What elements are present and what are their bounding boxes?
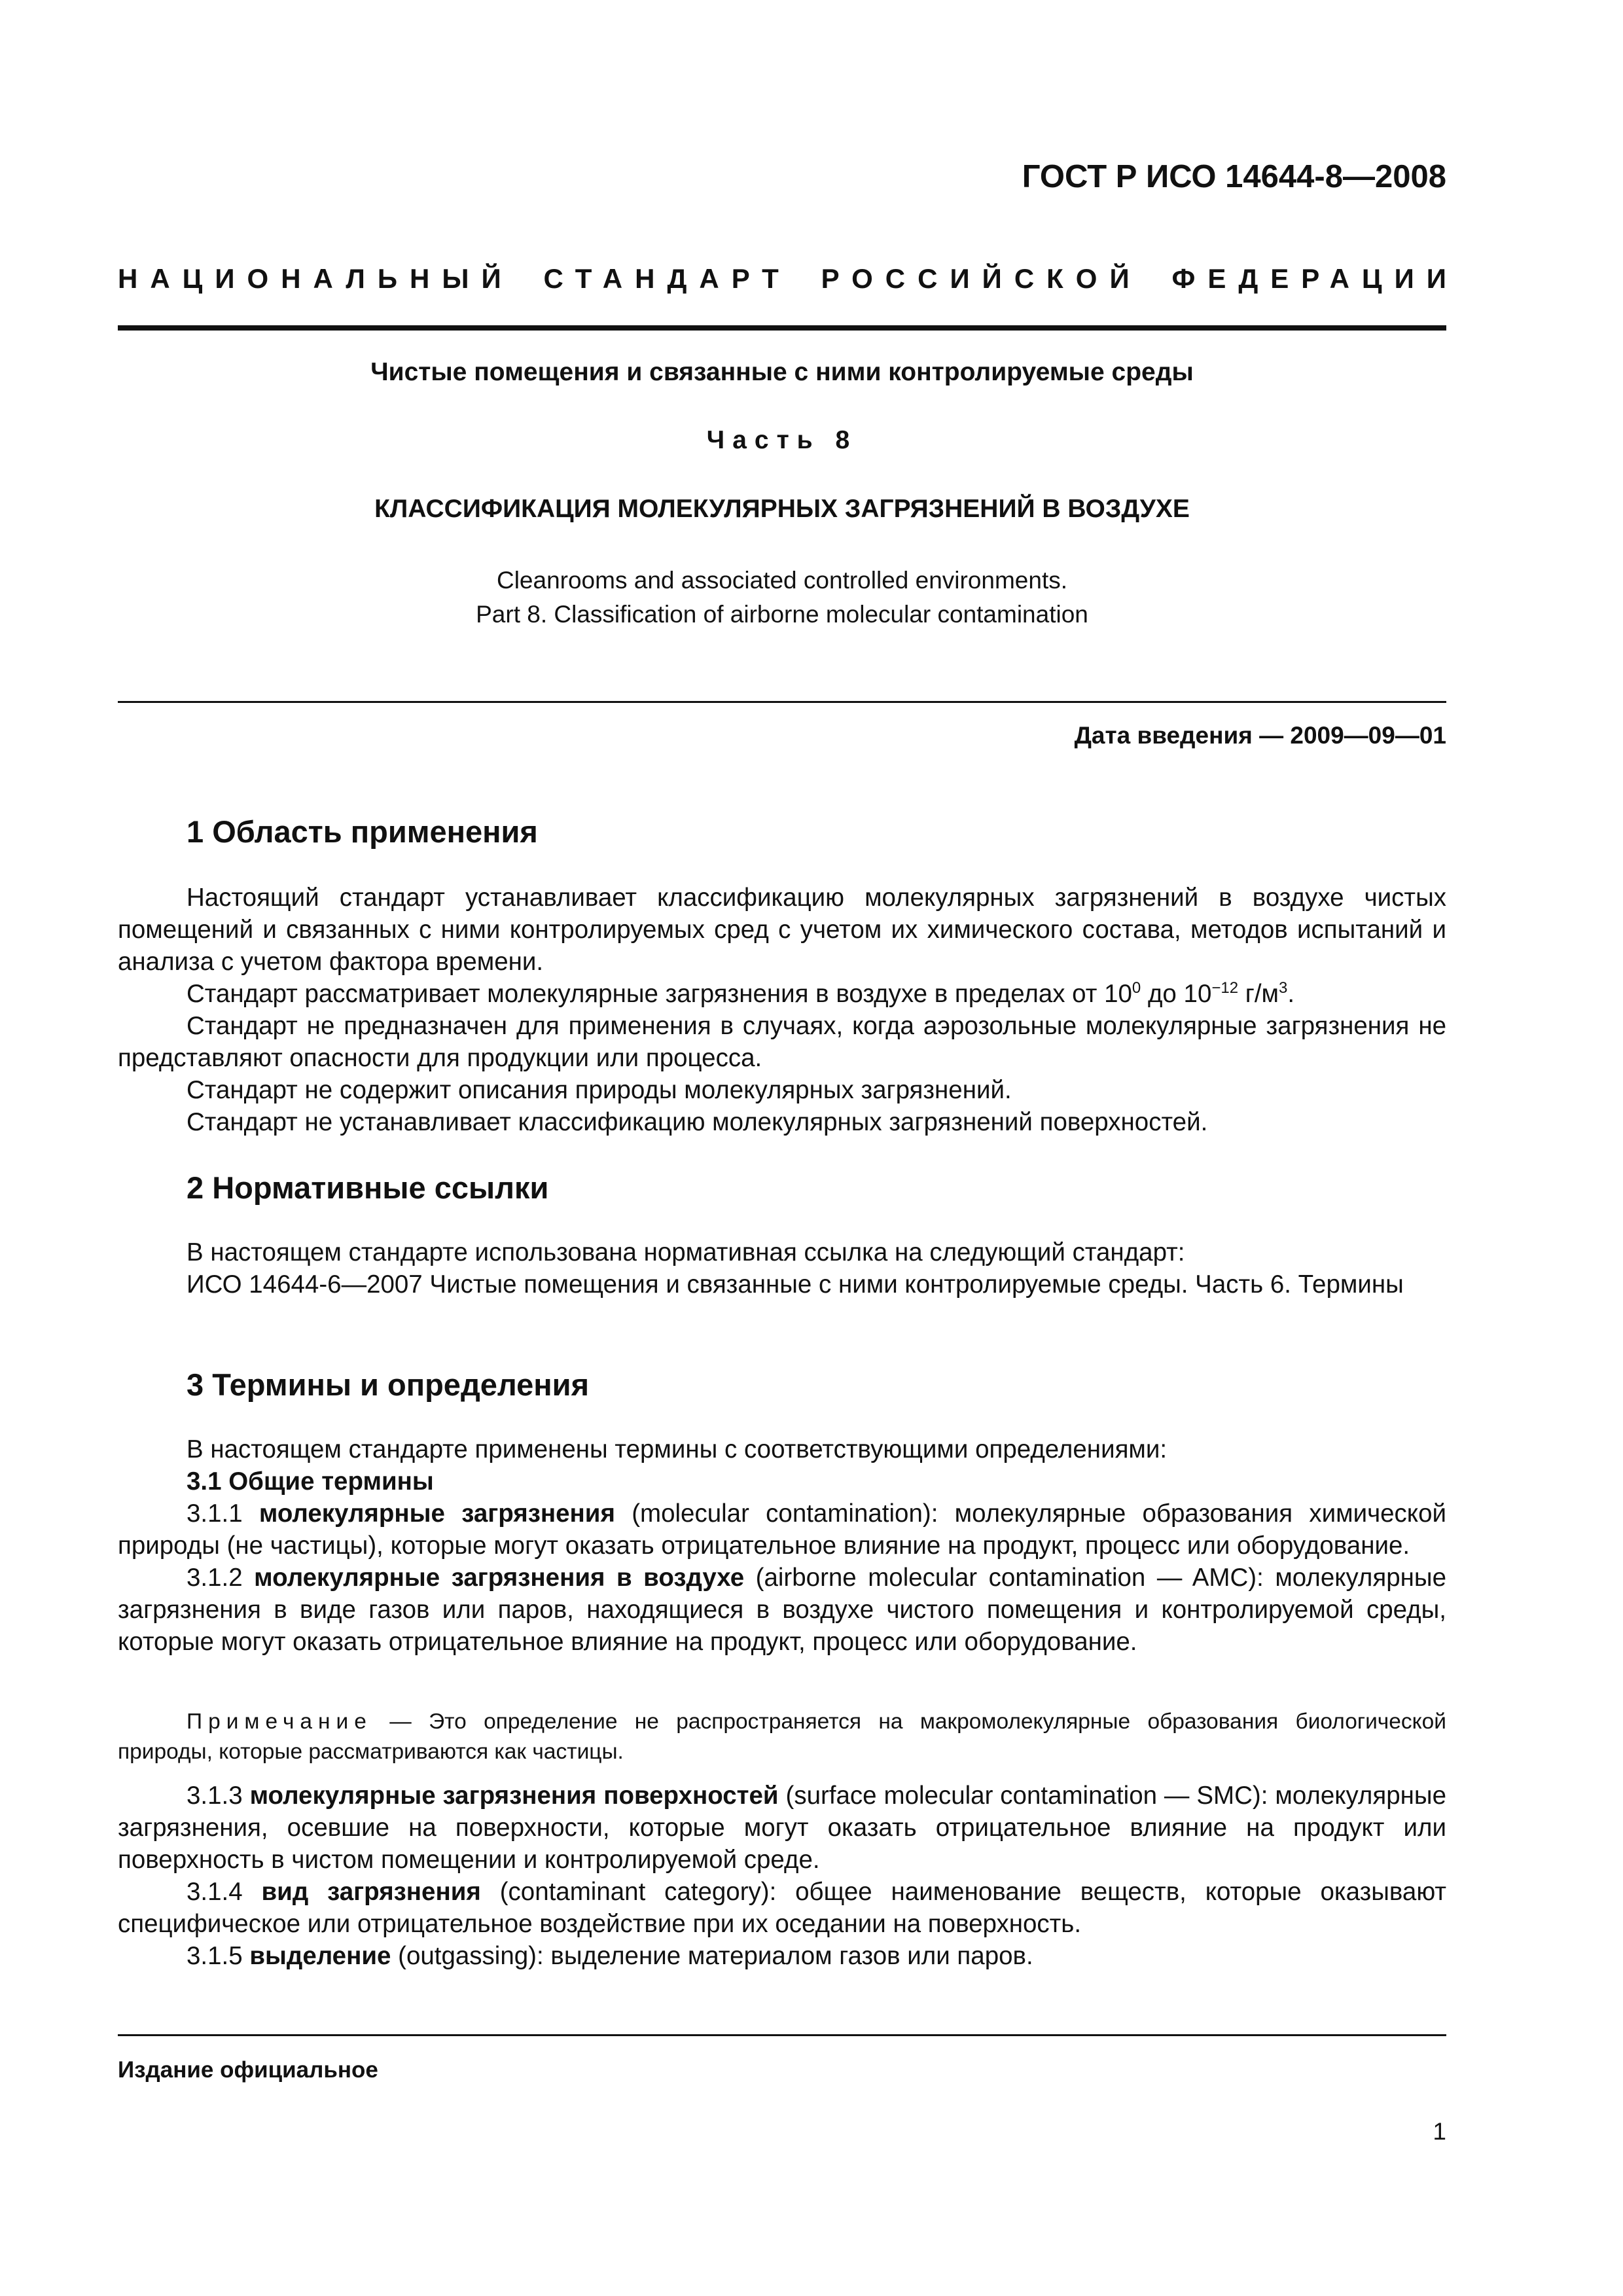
main-title: КЛАССИФИКАЦИЯ МОЛЕКУЛЯРНЫХ ЗАГРЯЗНЕНИЙ В ВОЗДУХЕ — [374, 495, 1190, 523]
section-1-heading: 1 Область применения — [187, 814, 538, 849]
english-title-line: Cleanrooms and associated controlled environments. — [496, 567, 1068, 594]
paragraph: Стандарт не содержит описания природы молекулярных загрязнений. — [187, 1076, 1012, 1104]
definition: (outgassing): выделение материалом газов или паров. — [391, 1942, 1033, 1970]
note-paragraph — [118, 1707, 1446, 1767]
paragraph — [118, 978, 1446, 1010]
paragraph: ИСО 14644-6—2007 Чистые помещения и связанные с ними контролируемые среды. Часть 6. Термины — [187, 1270, 1404, 1299]
definition: (contaminant category): общее наименование веществ, которые оказывают специфическое или отрицательное воздействие при их оседании на поверхность. — [118, 1878, 1446, 1938]
term-number: 3.1.2 — [187, 1564, 255, 1592]
definition: (airborne molecular contamination — AMC): молекулярные загрязнения в виде газов или паров, находящиеся в воздухе чистого помещения и контролируемой среды, которые могут оказать отрицательное влияние на продукт, процесс или оборудование. — [118, 1564, 1446, 1656]
superscript: 0 — [1132, 979, 1141, 997]
header-rule — [118, 325, 1446, 331]
section-3-body — [118, 1433, 1446, 1658]
title-rule — [118, 701, 1446, 703]
definition: (molecular contamination): молекулярные образования химической природы (не частицы), которые могут оказать отрицательное влияние на продукт, процесс или оборудование. — [118, 1499, 1446, 1560]
paragraph: Настоящий стандарт устанавливает классификацию молекулярных загрязнений в воздухе чистых помещений и связанных с ними контролируемых сред с учетом их химического состава, методов испытаний и анализа с учетом фактора времени. — [118, 884, 1446, 976]
paragraph: В настоящем стандарте применены термины с соответствующими определениями: — [187, 1435, 1168, 1463]
text: до 10 — [1141, 980, 1212, 1008]
section-2-heading: 2 Нормативные ссылки — [187, 1170, 549, 1205]
section-1-body — [118, 882, 1446, 1138]
section-3-heading: 3 Термины и определения — [187, 1367, 589, 1402]
term: молекулярные загрязнения в воздухе — [254, 1564, 745, 1592]
series-title: Чистые помещения и связанные с ними контролируемые среды — [370, 358, 1194, 386]
national-standard-banner — [118, 263, 1459, 295]
paragraph: В настоящем стандарте использована нормативная ссылка на следующий стандарт: — [187, 1238, 1185, 1266]
subsection-title: 3.1 Общие термины — [187, 1467, 434, 1496]
section-3-body-continued — [118, 1780, 1446, 1972]
text: г/м — [1238, 980, 1279, 1008]
term-definition — [118, 1498, 1446, 1562]
paragraph: Стандарт не устанавливает классификацию молекулярных загрязнений поверхностей. — [187, 1108, 1208, 1136]
introduction-date: Дата введения — 2009—09—01 — [1074, 722, 1446, 749]
english-title — [118, 564, 1446, 632]
edition-label: Издание официальное — [118, 2057, 378, 2083]
term-definition — [118, 1940, 1446, 1972]
note — [118, 1707, 1446, 1767]
english-title-line: Part 8. Classification of airborne molecular contamination — [476, 601, 1088, 628]
paragraph: Стандарт не предназначен для применения в случаях, когда аэрозольные молекулярные загрязнения не представляют опасности для продукции или процесса. — [118, 1012, 1446, 1072]
term-number: 3.1.3 — [187, 1782, 250, 1810]
term: молекулярные загрязнения поверхностей — [249, 1782, 779, 1810]
note-text: — Это определение не распространяется на макромолекулярные образования биологической природы, которые рассматриваются как частицы. — [118, 1710, 1446, 1764]
term: вид загрязнения — [261, 1878, 481, 1906]
definition: (surface molecular contamination — SMC): молекулярные загрязнения, осевшие на поверхности, которые могут оказать отрицательное влияние на продукт или поверхность в чистом помещении и контролируемой среде. — [118, 1782, 1447, 1874]
term-number: 3.1.4 — [187, 1878, 262, 1906]
page-number: 1 — [1433, 2118, 1446, 2145]
footer-rule — [118, 2034, 1446, 2036]
term-definition — [118, 1780, 1446, 1876]
term: выделение — [249, 1942, 391, 1970]
term: молекулярные загрязнения — [259, 1499, 615, 1528]
superscript: 3 — [1278, 979, 1288, 997]
banner-word: НАЦИОНАЛЬНЫЙ — [118, 263, 514, 294]
term-number: 3.1.5 — [187, 1942, 250, 1970]
banner-word: СТАНДАРТ — [543, 263, 791, 294]
term-number: 3.1.1 — [187, 1499, 259, 1528]
term-definition — [118, 1562, 1446, 1658]
section-2-body — [118, 1236, 1446, 1300]
superscript: −12 — [1211, 979, 1239, 997]
note-label: Примечание — [187, 1710, 372, 1734]
subsection-heading — [118, 1465, 1446, 1498]
text: Стандарт рассматривает молекулярные загрязнения в воздухе в пределах от 10 — [187, 980, 1132, 1008]
term-definition — [118, 1876, 1446, 1940]
document-code: ГОСТ Р ИСО 14644-8—2008 — [1022, 159, 1446, 194]
text: . — [1287, 980, 1295, 1008]
part-label: Часть 8 — [706, 426, 858, 454]
banner-word: РОССИЙСКОЙ — [821, 263, 1142, 294]
banner-word: ФЕДЕРАЦИИ — [1171, 263, 1459, 294]
